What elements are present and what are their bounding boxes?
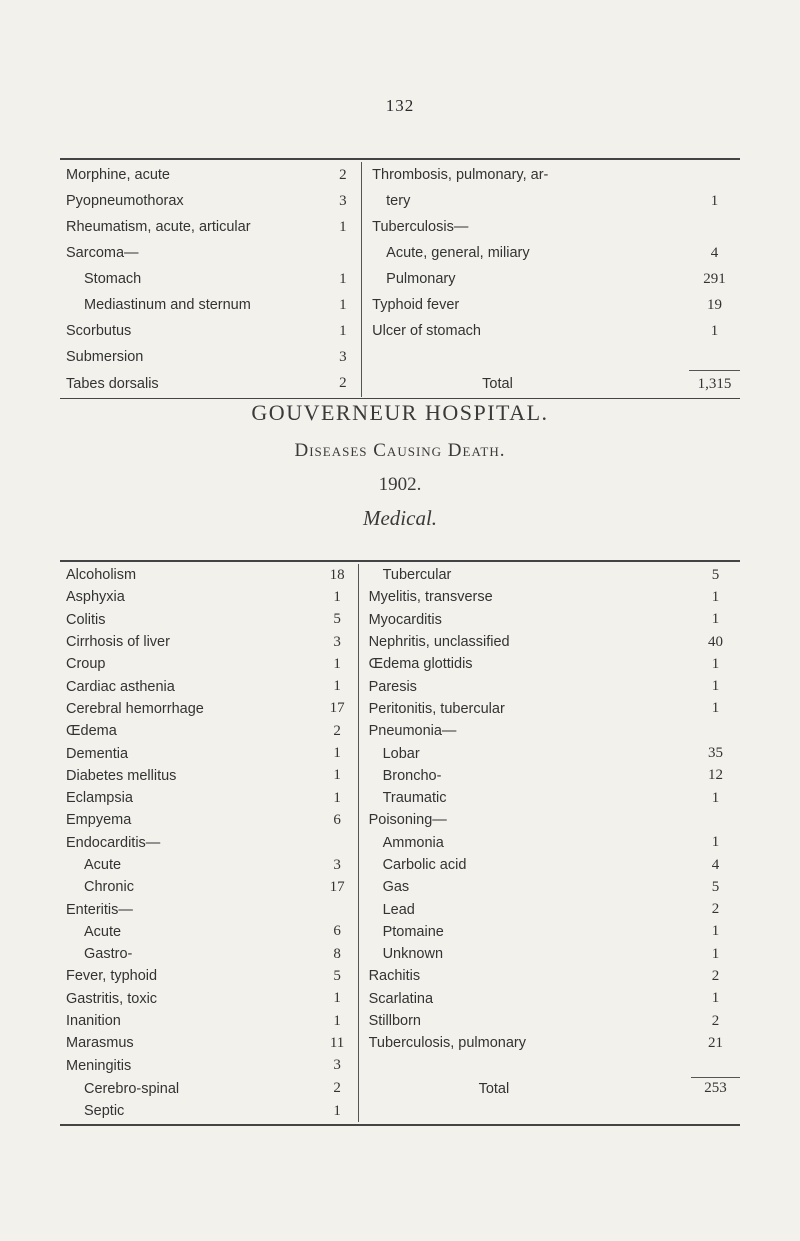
right-cause-count bbox=[691, 720, 740, 742]
left-cause-label: Marasmus bbox=[66, 1035, 134, 1052]
right-cause-label: Lead bbox=[382, 901, 415, 918]
right-cause-label: Ptomaine bbox=[382, 923, 444, 940]
table-row bbox=[60, 564, 740, 586]
right-cause-count: 4 bbox=[711, 856, 720, 873]
right-cause-label bbox=[362, 344, 689, 371]
left-cause-count: 3 bbox=[317, 854, 359, 876]
right-cause-label: Myocarditis bbox=[368, 611, 442, 628]
right-cause-count: 4 bbox=[710, 244, 719, 261]
right-cause-label: Stillborn bbox=[368, 1013, 421, 1030]
right-cause-label: Scarlatina bbox=[368, 990, 434, 1007]
right-cause-count: 2 bbox=[711, 1012, 720, 1029]
right-cause-count: 1,315 bbox=[689, 371, 740, 398]
right-cause-label: Lobar bbox=[382, 745, 420, 762]
right-cause-label: Peritonitis, tubercular bbox=[368, 700, 505, 717]
table-row bbox=[60, 787, 740, 809]
right-cause-count: 2 bbox=[711, 967, 720, 984]
left-cause-label: Asphyxia bbox=[66, 589, 125, 606]
right-cause-label: Thrombosis, pulmonary, ar- bbox=[372, 167, 549, 183]
table-row bbox=[60, 720, 740, 742]
table-row bbox=[60, 809, 740, 831]
left-cause-count: 8 bbox=[317, 943, 359, 965]
left-cause-label: Gastro- bbox=[84, 946, 133, 963]
right-cause-label: Tuberculosis— bbox=[372, 219, 469, 235]
left-cause-count: 1 bbox=[325, 266, 362, 292]
left-cause-label: Eclampsia bbox=[66, 790, 133, 807]
left-cause-count: 18 bbox=[317, 564, 359, 586]
left-cause-label: Fever, typhoid bbox=[66, 968, 158, 985]
left-cause-label: Dementia bbox=[66, 745, 129, 762]
table-row bbox=[60, 1077, 740, 1100]
table-row bbox=[60, 765, 740, 787]
right-cause-count: 1 bbox=[711, 834, 720, 851]
right-cause-label: tery bbox=[386, 193, 411, 209]
left-cause-label: Morphine, acute bbox=[66, 167, 170, 183]
table-row bbox=[60, 832, 740, 854]
left-cause-count: 6 bbox=[317, 921, 359, 943]
right-cause-label: Ammonia bbox=[382, 834, 444, 851]
right-cause-label: Tubercular bbox=[382, 567, 452, 584]
left-cause-label: Cerebral hemorrhage bbox=[66, 700, 204, 717]
right-cause-count: 40 bbox=[708, 633, 724, 650]
table-row bbox=[60, 1032, 740, 1054]
right-cause-count: 21 bbox=[708, 1034, 724, 1051]
right-cause-count: 1 bbox=[711, 655, 720, 672]
table-row bbox=[60, 1010, 740, 1032]
right-cause-label: Paresis bbox=[368, 678, 417, 695]
left-cause-count: 1 bbox=[325, 292, 362, 318]
left-cause-label: Acute bbox=[84, 923, 122, 940]
table-row bbox=[60, 698, 740, 720]
table-row bbox=[60, 344, 740, 371]
left-cause-label: Pyopneumothorax bbox=[66, 193, 184, 209]
left-cause-label: Acute bbox=[84, 857, 122, 873]
left-cause-count: 1 bbox=[317, 742, 359, 764]
left-cause-count: 1 bbox=[325, 318, 362, 344]
right-cause-count: 1 bbox=[711, 990, 720, 1007]
right-cause-count: 35 bbox=[708, 745, 724, 762]
right-cause-count: 1 bbox=[711, 923, 720, 940]
right-cause-count bbox=[691, 1055, 740, 1078]
right-cause-count: 5 bbox=[711, 878, 720, 895]
left-cause-label: Empyema bbox=[66, 812, 132, 829]
left-cause-label: Rheumatism, acute, articular bbox=[66, 219, 251, 235]
left-cause-label: Scorbutus bbox=[66, 323, 132, 339]
right-cause-label: Traumatic bbox=[382, 790, 447, 807]
table-row bbox=[60, 609, 740, 631]
right-cause-label: Acute, general, miliary bbox=[386, 245, 530, 261]
table-row bbox=[60, 240, 740, 266]
left-cause-label: Gastritis, toxic bbox=[66, 990, 158, 1007]
right-cause-count bbox=[689, 214, 740, 240]
table1-causes-of-death bbox=[60, 162, 740, 397]
section-heading: Medical. bbox=[362, 506, 438, 530]
left-cause-label: Submersion bbox=[66, 349, 144, 366]
left-cause-label: Croup bbox=[66, 656, 106, 673]
right-cause-count: 1 bbox=[711, 945, 720, 962]
table-row bbox=[60, 214, 740, 240]
left-cause-count: 1 bbox=[317, 787, 359, 809]
table-row bbox=[60, 586, 740, 608]
left-cause-count: 2 bbox=[317, 720, 359, 742]
table2-top-rule bbox=[60, 560, 740, 562]
left-cause-label: Cerebro-spinal bbox=[84, 1080, 180, 1097]
left-cause-label: Meningitis bbox=[66, 1057, 132, 1074]
left-cause-count: 1 bbox=[317, 675, 359, 697]
right-cause-count: 2 bbox=[711, 901, 720, 918]
table-row bbox=[60, 1055, 740, 1078]
right-cause-label: Pneumonia— bbox=[368, 723, 457, 740]
left-cause-label: Diabetes mellitus bbox=[66, 767, 177, 784]
right-cause-count: 1 bbox=[710, 192, 719, 209]
table-row bbox=[60, 371, 740, 398]
right-cause-label: Poisoning— bbox=[368, 812, 447, 829]
right-cause-label: Unknown bbox=[382, 946, 444, 963]
left-cause-count: 1 bbox=[317, 1010, 359, 1032]
left-cause-count bbox=[317, 898, 359, 920]
left-cause-count: 3 bbox=[325, 344, 362, 371]
left-cause-label: Cardiac asthenia bbox=[66, 678, 175, 695]
table2-medical-causes bbox=[60, 564, 740, 1122]
year-heading: 1902. bbox=[378, 474, 422, 495]
left-cause-count bbox=[317, 832, 359, 854]
right-cause-count: 1 bbox=[711, 611, 720, 628]
table-row bbox=[60, 921, 740, 943]
left-cause-label: Chronic bbox=[84, 879, 134, 896]
left-cause-count: 3 bbox=[325, 188, 362, 214]
left-cause-count: 5 bbox=[317, 609, 359, 631]
left-cause-count: 1 bbox=[317, 653, 359, 675]
table2-bottom-rule bbox=[60, 1124, 740, 1126]
right-cause-count: 1 bbox=[711, 700, 720, 717]
left-cause-count: 1 bbox=[317, 1100, 359, 1122]
left-cause-label: Endocarditis— bbox=[66, 834, 161, 851]
left-cause-count: 2 bbox=[317, 1077, 359, 1100]
right-cause-label: Nephritis, unclassified bbox=[368, 634, 510, 651]
left-cause-count: 17 bbox=[317, 698, 359, 720]
table-row bbox=[60, 988, 740, 1010]
page-number: 132 bbox=[385, 96, 415, 115]
right-cause-count: 253 bbox=[691, 1077, 740, 1100]
left-cause-label: Stomach bbox=[84, 271, 142, 287]
hospital-heading: GOUVERNEUR HOSPITAL. bbox=[251, 400, 549, 425]
right-cause-count: 291 bbox=[703, 270, 726, 287]
left-cause-count: 1 bbox=[317, 765, 359, 787]
left-cause-count bbox=[325, 240, 362, 266]
left-cause-count: 2 bbox=[325, 371, 362, 398]
right-cause-count bbox=[691, 1100, 740, 1122]
right-cause-label: Rachitis bbox=[368, 968, 421, 985]
right-cause-count: 1 bbox=[710, 322, 719, 339]
left-cause-count: 3 bbox=[317, 1055, 359, 1078]
right-cause-label: Broncho- bbox=[382, 767, 442, 784]
table-row bbox=[60, 876, 740, 898]
table-row bbox=[60, 266, 740, 292]
table-row bbox=[60, 742, 740, 764]
right-cause-count: 12 bbox=[708, 767, 724, 784]
right-cause-count bbox=[689, 344, 740, 371]
table-row bbox=[60, 162, 740, 188]
table-row bbox=[60, 318, 740, 344]
right-cause-label: Ulcer of stomach bbox=[372, 323, 481, 339]
subtitle-heading: Diseases Causing Death. bbox=[294, 440, 506, 461]
table-row bbox=[60, 854, 740, 876]
table-row bbox=[60, 188, 740, 214]
left-cause-count: 17 bbox=[317, 876, 359, 898]
left-cause-label: Septic bbox=[84, 1103, 125, 1120]
left-cause-label: Œdema bbox=[66, 723, 117, 740]
right-cause-label: Gas bbox=[382, 879, 410, 896]
right-cause-count: 1 bbox=[711, 678, 720, 695]
right-cause-label: Typhoid fever bbox=[372, 297, 460, 313]
table-row bbox=[60, 943, 740, 965]
table-row bbox=[60, 898, 740, 920]
left-cause-count: 6 bbox=[317, 809, 359, 831]
left-cause-label: Mediastinum and sternum bbox=[84, 297, 251, 313]
right-cause-label bbox=[358, 1100, 691, 1122]
table1-top-rule bbox=[60, 158, 740, 160]
left-cause-count: 5 bbox=[317, 965, 359, 987]
left-cause-label: Colitis bbox=[66, 611, 106, 628]
left-cause-count: 3 bbox=[317, 631, 359, 653]
right-cause-label: Total bbox=[478, 1080, 510, 1097]
right-cause-label: Œdema glottidis bbox=[368, 656, 473, 673]
right-cause-count: 1 bbox=[711, 588, 720, 605]
table-row bbox=[60, 1100, 740, 1122]
right-cause-count: 1 bbox=[711, 789, 720, 806]
table1-bottom-rule bbox=[60, 398, 740, 399]
left-cause-count: 11 bbox=[317, 1032, 359, 1054]
right-cause-label: Myelitis, transverse bbox=[368, 589, 493, 606]
right-cause-label: Tuberculosis, pulmonary bbox=[368, 1035, 526, 1052]
left-cause-label: Enteritis— bbox=[66, 901, 133, 918]
left-cause-label: Inanition bbox=[66, 1013, 121, 1030]
table-row bbox=[60, 631, 740, 653]
table-row bbox=[60, 675, 740, 697]
left-cause-label: Alcoholism bbox=[66, 567, 137, 584]
table-row bbox=[60, 653, 740, 675]
table-row bbox=[60, 292, 740, 318]
left-cause-count: 1 bbox=[317, 586, 359, 608]
left-cause-label: Sarcoma— bbox=[66, 245, 139, 261]
right-cause-label: Total bbox=[482, 375, 513, 392]
right-cause-label: Pulmonary bbox=[386, 271, 456, 287]
left-cause-count: 2 bbox=[325, 162, 362, 188]
right-cause-label: Carbolic acid bbox=[382, 857, 467, 873]
right-cause-count: 19 bbox=[707, 296, 723, 313]
left-cause-label: Cirrhosis of liver bbox=[66, 634, 170, 651]
right-cause-label bbox=[358, 1055, 691, 1078]
left-cause-label: Tabes dorsalis bbox=[66, 375, 159, 392]
table-row bbox=[60, 965, 740, 987]
right-cause-count bbox=[691, 809, 740, 831]
right-cause-count bbox=[689, 162, 740, 188]
left-cause-count: 1 bbox=[317, 988, 359, 1010]
left-cause-count: 1 bbox=[325, 214, 362, 240]
right-cause-count: 5 bbox=[711, 566, 720, 583]
